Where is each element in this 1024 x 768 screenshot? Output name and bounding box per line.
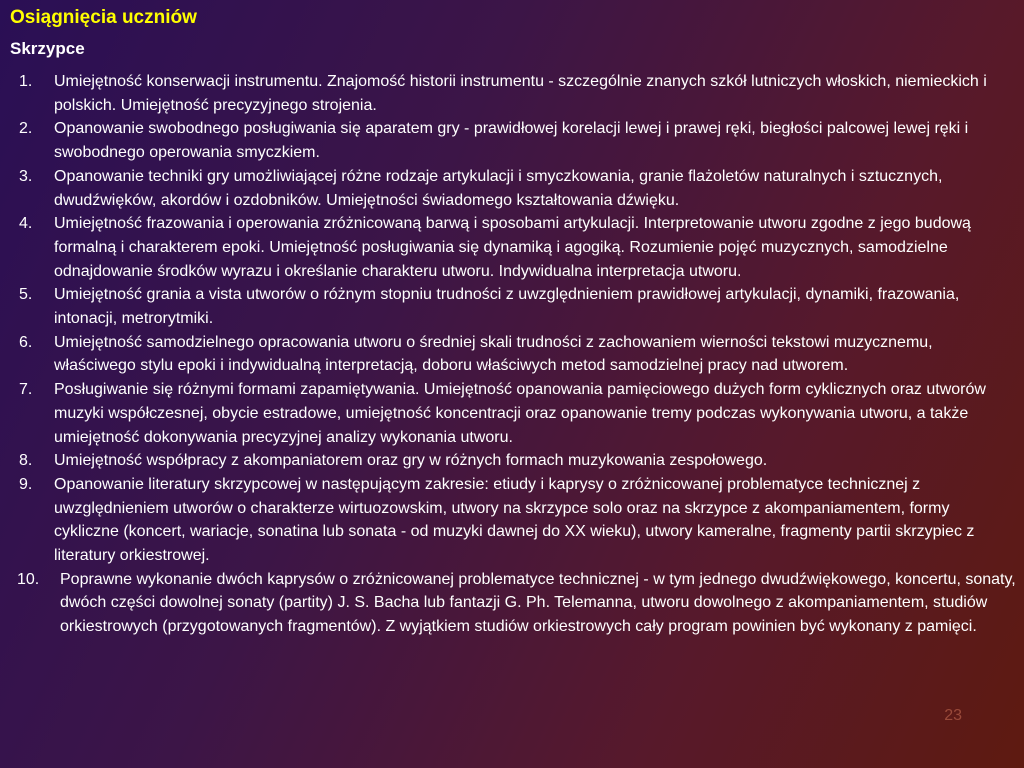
list-item-text: Opanowanie literatury skrzypcowej w następującym zakresie: etiudy i kaprysy o zróżnicowanej problematyce technicznej z uwzględnieniem utworów o charakterze wirtuozowskim, utwory na skrzypce solo oraz na skrzypce z akompaniamentem, formy cykliczne (koncert, wariacje, sonatina lub sonata - od muzyki dawnej do XX wieku), utwory kameralne, fragmenty partii skrzypiec z literatury orkiestrowej. [54,475,975,565]
slide-subtitle: Skrzypce [10,39,85,58]
list-item [0,568,1018,639]
list-item-text: Umiejętność współpracy z akompaniatorem oraz gry w różnych formach muzykowania zespołowego. [54,452,768,470]
list-item-text: Umiejętność frazowania i operowania zróżnicowaną barwą i sposobami artykulacji. Interpretowanie utworu zgodne z jego budową formalną i charakterem epoki. Umiejętność posługiwania się dynamiką i agogiką. Rozumienie pojęć muzycznych, samodzielne odnajdowanie środków wyrazu i określanie charakteru utworu. Indywidualna interpretacja utworu. [54,215,971,280]
list-item-text: Poprawne wykonanie dwóch kaprysów o zróżnicowanej problematyce technicznej - w tym jednego dwudźwiękowego, koncertu, sonaty, dwóch części dowolnej sonaty (partity) J. S. Bacha lub fantazji G. Ph. Telemanna, utworu dowolnego z akompaniamentem, studiów orkiestrowych (przygotowanych fragmentów). Z wyjątkiem studiów orkiestrowych cały program powinien być wykonany z pamięci. [60,570,1016,636]
slide-title: Osiągnięcia uczniów [10,7,197,28]
list-item [0,212,1018,283]
list-item-number: 4. [19,215,33,233]
list-item-number: 5. [19,286,33,304]
list-item [0,165,1018,212]
list-item-number: 9. [19,475,33,493]
list-item-number: 6. [19,333,33,351]
list-item [0,283,1018,330]
list-item-text: Posługiwanie się różnymi formami zapamiętywania. Umiejętność opanowania pamięciowego dużych form cyklicznych oraz utworów muzyki współczesnej, obycie estradowe, umiejętność koncentracji oraz opanowanie tremy podczas wykonywania utworu, a także umiejętność dokonywania precyzyjnej analizy wykonania utworu. [54,381,986,446]
page-number: 23 [944,707,962,724]
list-item [0,70,1018,117]
list-item-text: Umiejętność grania a vista utworów o różnym stopniu trudności z uwzględnieniem prawidłowej artykulacji, dynamiki, frazowania, intonacji, metrorytmiki. [54,286,960,328]
list-item [0,449,1018,473]
list-item-number: 7. [19,381,33,399]
list-item [0,378,1018,449]
list-item-text: Opanowanie techniki gry umożliwiającej różne rodzaje artykulacji i smyczkowania, granie flażoletów naturalnych i sztucznych, dwudźwięków, akordów i ozdobników. Umiejętności świadomego kształtowania dźwięku. [54,167,943,209]
list-item-number: 8. [19,452,33,470]
list-item-number: 10. [17,570,40,588]
list-item-number: 1. [19,73,33,90]
list-item-number: 3. [19,167,33,185]
list-item [0,331,1018,378]
list-item [0,117,1018,164]
list-item-text: Umiejętność samodzielnego opracowania utworu o średniej skali trudności z zachowaniem wierności tekstowi muzycznemu, właściwego stylu epoki i indywidualną interpretacją, doboru właściwych metod samodzielnej pracy nad utworem. [54,333,933,375]
list-item-text: Umiejętność konserwacji instrumentu. Znajomość historii instrumentu - szczególnie znanych szkół lutniczych włoskich, niemieckich i polskich. Umiejętność precyzyjnego strojenia. [54,73,987,114]
list-item [0,473,1018,568]
list-item-number: 2. [19,120,33,138]
achievements-list [0,70,1018,639]
list-item-text: Opanowanie swobodnego posługiwania się aparatem gry - prawidłowej korelacji lewej i prawej ręki, biegłości palcowej lewej ręki i swobodnego operowania smyczkiem. [54,120,969,162]
